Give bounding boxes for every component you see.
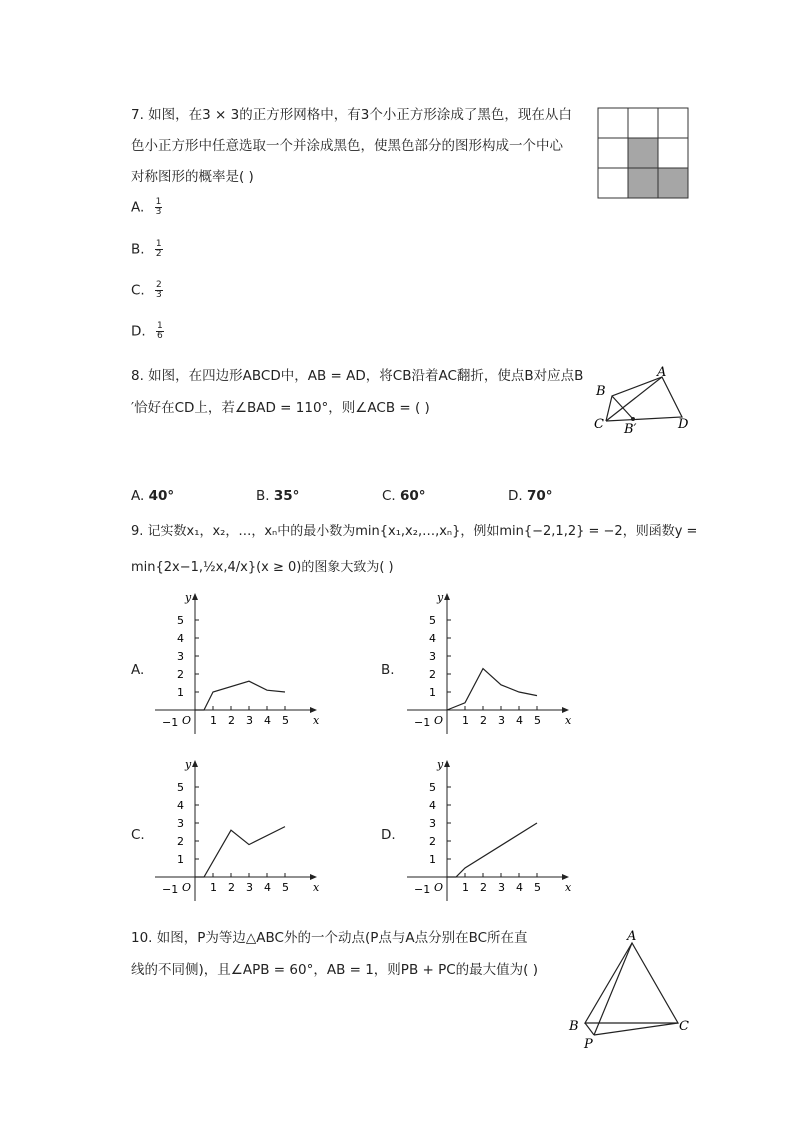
- origin-label: O: [434, 881, 444, 894]
- label-c: C: [679, 1019, 689, 1034]
- q9-line-1: 9. 记实数x₁，x₂，…，xₙ中的最小数为min{x₁,x₂,…,xₙ}，例如min{−2,1,2} = −2，则函数y =: [131, 524, 698, 539]
- neg-one-label: −1: [414, 716, 431, 729]
- fraction: $\frac{2}{3}$: [156, 280, 162, 300]
- q8-line-2: ′恰好在CD上，若∠BAD = 110°，则∠ACB = ( ): [131, 400, 430, 416]
- x-tick-label: 3: [246, 714, 253, 727]
- y-tick-label: 5: [429, 781, 436, 794]
- graph-label-c: C.: [131, 827, 145, 843]
- y-tick-label: 3: [177, 817, 184, 830]
- q7-option-c: C. $\frac{2}{3}$: [131, 280, 162, 300]
- y-axis-label: y: [185, 758, 192, 771]
- neg-one-label: −1: [414, 883, 431, 896]
- y-tick-label: 4: [177, 632, 184, 645]
- y-tick-label: 1: [177, 853, 184, 866]
- y-tick-label: 2: [177, 835, 184, 848]
- y-tick-label: 1: [429, 686, 436, 699]
- x-tick-label: 1: [210, 881, 217, 894]
- x-axis-arrow: [562, 874, 569, 880]
- function-curve: [195, 827, 285, 877]
- y-tick-label: 3: [177, 650, 184, 663]
- y-tick-label: 2: [177, 668, 184, 681]
- x-tick-label: 2: [228, 714, 235, 727]
- y-tick-label: 5: [177, 781, 184, 794]
- x-tick-label: 2: [480, 881, 487, 894]
- label-a: A: [657, 365, 667, 380]
- origin-label: O: [182, 881, 192, 894]
- function-curve: [447, 669, 537, 710]
- graph-label-d: D.: [381, 827, 396, 843]
- q10-line-2: 线的不同侧)，且∠APB = 60°，AB = 1，则PB + PC的最大值为( ): [131, 962, 538, 978]
- y-axis-arrow: [192, 760, 198, 767]
- graph-a: [150, 588, 320, 738]
- q7-option-a: A. $\frac{1}{3}$: [131, 197, 162, 217]
- q8-option-c: C. 60°: [382, 488, 426, 504]
- y-axis-arrow: [444, 760, 450, 767]
- x-tick-label: 1: [462, 881, 469, 894]
- x-axis-label: x: [565, 714, 572, 727]
- q7-grid-figure: [597, 107, 689, 200]
- graph-b: [402, 588, 572, 738]
- q7-option-d: D. $\frac{1}{6}$: [131, 321, 163, 341]
- x-tick-label: 4: [264, 714, 271, 727]
- y-tick-label: 4: [177, 799, 184, 812]
- q8-quadrilateral-figure: [590, 363, 700, 438]
- x-tick-label: 4: [516, 881, 523, 894]
- label-b-prime: B′: [624, 422, 637, 437]
- q8-option-b: B. 35°: [256, 488, 300, 504]
- q7-option-b: B. $\frac{1}{2}$: [131, 239, 162, 259]
- y-axis-label: y: [437, 591, 444, 604]
- fraction: $\frac{1}{3}$: [155, 197, 162, 217]
- y-axis-arrow: [444, 593, 450, 600]
- x-tick-label: 3: [246, 881, 253, 894]
- q7-line-1: 7. 如图，在3 × 3的正方形网格中，有3个小正方形涂成了黑色，现在从白: [131, 107, 572, 123]
- fraction: $\frac{1}{2}$: [155, 239, 162, 259]
- x-tick-label: 3: [498, 881, 505, 894]
- neg-one-label: −1: [162, 883, 179, 896]
- label-b: B: [569, 1019, 579, 1034]
- label-b: B: [596, 384, 606, 399]
- x-tick-label: 5: [534, 881, 541, 894]
- q7-line-2: 色小正方形中任意选取一个并涂成黑色，使黑色部分的图形构成一个中心: [131, 138, 563, 154]
- x-tick-label: 2: [228, 881, 235, 894]
- x-tick-label: 4: [264, 881, 271, 894]
- fraction: $\frac{1}{6}$: [156, 321, 163, 341]
- label-a: A: [627, 929, 637, 944]
- y-tick-label: 5: [177, 614, 184, 627]
- label-d: D: [678, 417, 689, 432]
- x-tick-label: 2: [480, 714, 487, 727]
- q7-line-3: 对称图形的概率是( ): [131, 169, 254, 185]
- x-axis-arrow: [562, 707, 569, 713]
- x-tick-label: 5: [282, 714, 289, 727]
- y-tick-label: 1: [177, 686, 184, 699]
- y-tick-label: 3: [429, 650, 436, 663]
- x-tick-label: 1: [210, 714, 217, 727]
- function-curve: [195, 681, 285, 710]
- y-tick-label: 4: [429, 632, 436, 645]
- function-curve: [447, 823, 537, 877]
- q8-option-a: A. 40°: [131, 488, 175, 504]
- x-axis-label: x: [565, 881, 572, 894]
- y-axis-arrow: [192, 593, 198, 600]
- x-tick-label: 4: [516, 714, 523, 727]
- origin-label: O: [182, 714, 192, 727]
- y-tick-label: 4: [429, 799, 436, 812]
- graph-d: [402, 755, 572, 905]
- x-axis-arrow: [310, 707, 317, 713]
- q8-option-d: D. 70°: [508, 488, 553, 504]
- q9-line-2: min{2x−1,½x,4/x}(x ≥ 0)的图象大致为( ): [131, 560, 394, 575]
- x-axis-label: x: [313, 881, 320, 894]
- y-tick-label: 5: [429, 614, 436, 627]
- graph-c: [150, 755, 320, 905]
- y-tick-label: 2: [429, 668, 436, 681]
- x-axis-arrow: [310, 874, 317, 880]
- neg-one-label: −1: [162, 716, 179, 729]
- graph-label-a: A.: [131, 662, 145, 678]
- graph-label-b: B.: [381, 662, 395, 678]
- x-tick-label: 5: [534, 714, 541, 727]
- label-p: P: [584, 1037, 593, 1052]
- origin-label: O: [434, 714, 444, 727]
- label-c: C: [594, 417, 604, 432]
- q10-triangle-figure: [566, 927, 696, 1052]
- y-tick-label: 1: [429, 853, 436, 866]
- y-axis-label: y: [437, 758, 444, 771]
- y-tick-label: 2: [429, 835, 436, 848]
- q8-line-1: 8. 如图，在四边形ABCD中，AB = AD，将CB沿着AC翻折，使点B对应点B: [131, 368, 584, 384]
- q10-line-1: 10. 如图，P为等边△ABC外的一个动点(P点与A点分别在BC所在直: [131, 930, 528, 946]
- y-axis-label: y: [185, 591, 192, 604]
- x-tick-label: 3: [498, 714, 505, 727]
- x-tick-label: 1: [462, 714, 469, 727]
- y-tick-label: 3: [429, 817, 436, 830]
- x-axis-label: x: [313, 714, 320, 727]
- x-tick-label: 5: [282, 881, 289, 894]
